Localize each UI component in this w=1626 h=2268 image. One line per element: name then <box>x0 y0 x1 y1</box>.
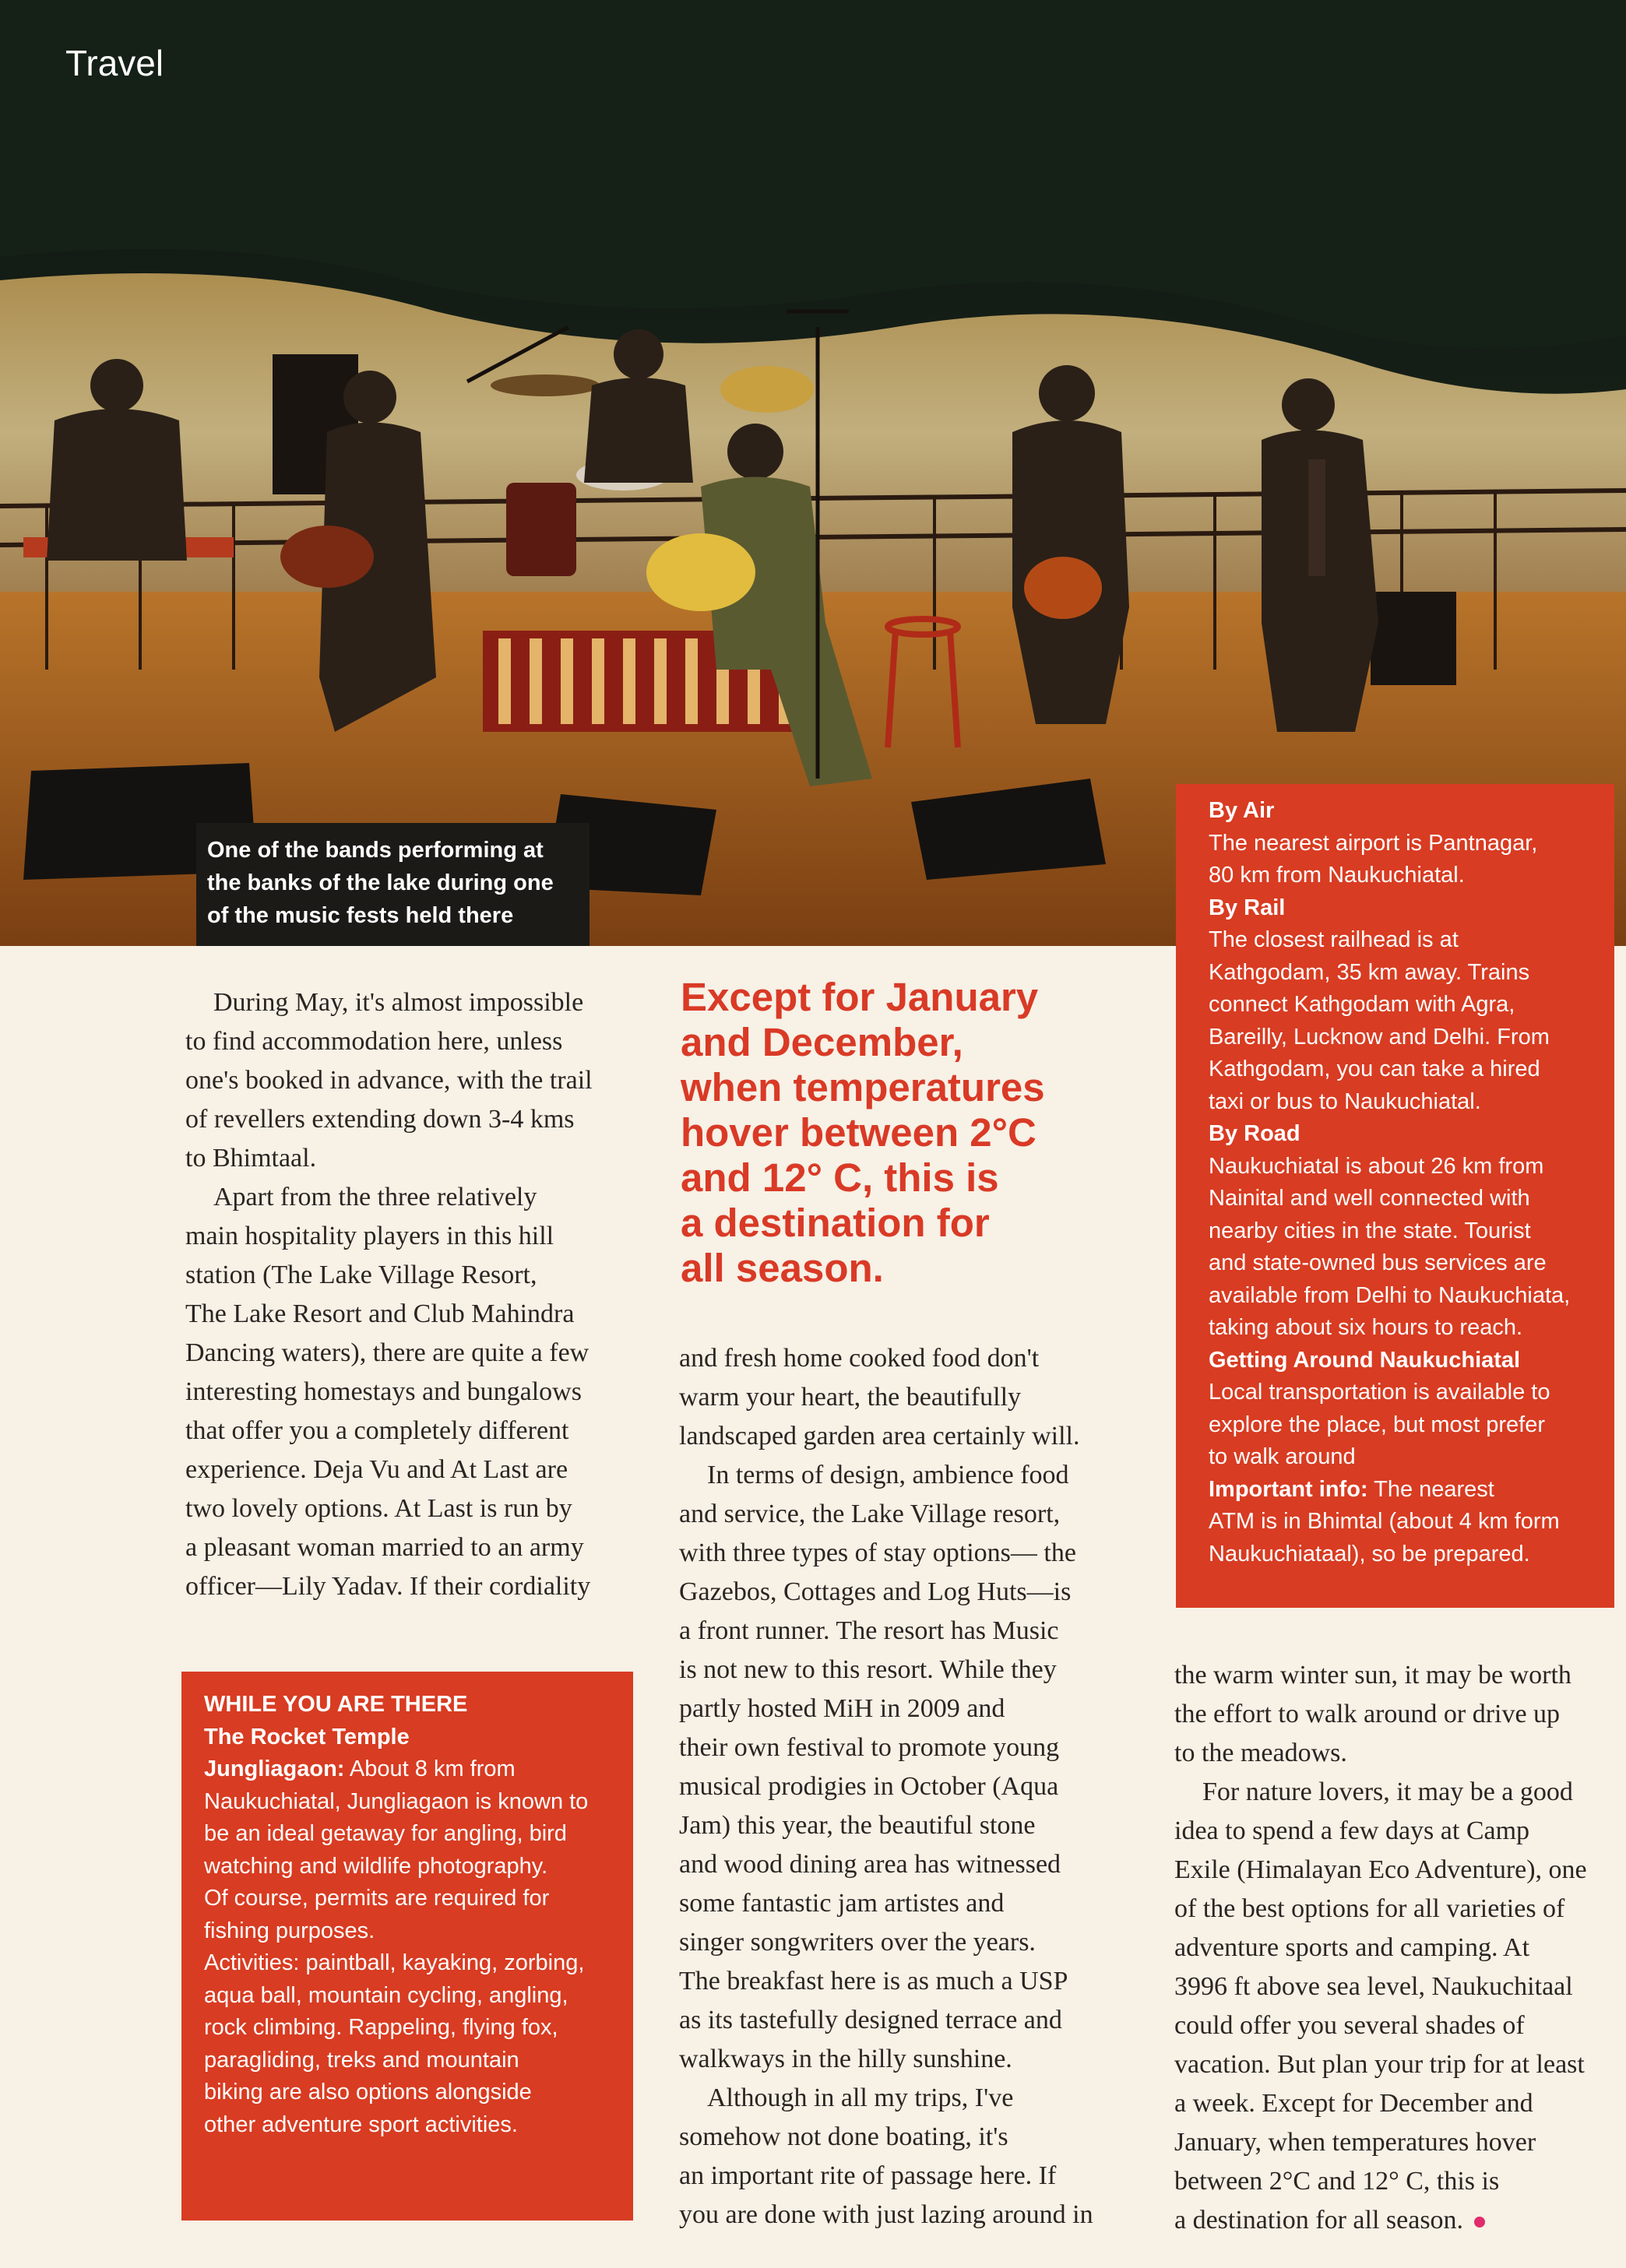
pull-quote-line: a destination for <box>681 1201 990 1245</box>
section-tag: Travel <box>65 43 164 83</box>
line-text: singer songwriters over the years. <box>679 1928 1036 1957</box>
line-text: The closest railhead is at <box>1209 927 1459 952</box>
line-text: available from Delhi to Naukuchiata, <box>1209 1282 1571 1308</box>
line-text: their own festival to promote young <box>679 1733 1060 1762</box>
body-line <box>679 2079 1131 2118</box>
body-line <box>1174 1773 1610 1812</box>
info-line <box>1209 989 1600 1021</box>
body-line <box>185 1334 621 1373</box>
line-text: About 8 km from <box>344 1756 516 1781</box>
info-line <box>204 1818 625 1851</box>
body-line <box>185 1567 621 1606</box>
line-text: and wood dining area has witnessed <box>679 1850 1061 1879</box>
line-text: is not new to this resort. While they <box>679 1655 1057 1684</box>
line-text: biking are also options alongside <box>204 2080 532 2104</box>
body-line <box>1174 1890 1610 1929</box>
info-line <box>1209 1538 1600 1571</box>
line-text: The nearest <box>1367 1476 1494 1502</box>
info-line <box>1209 924 1600 957</box>
caption-line: One of the bands performing at <box>207 838 544 863</box>
bold-lead: Jungliagaon: <box>204 1756 345 1781</box>
body-line <box>1174 2123 1610 2162</box>
line-text: of the best options for all varieties of <box>1174 1894 1565 1923</box>
body-line <box>185 1256 621 1295</box>
pull-quote-line: and 12° C, this is <box>681 1155 999 1200</box>
line-text: The Rocket Temple <box>204 1724 410 1749</box>
line-text: Jam) this year, the beautiful stone <box>679 1811 1036 1840</box>
pull-quote-line: Except for January <box>681 975 1039 1019</box>
body-line <box>1174 2006 1610 2045</box>
info-line <box>204 1980 625 2013</box>
line-text: adventure sports and camping. At <box>1174 1933 1530 1962</box>
line-text: the warm winter sun, it may be worth <box>1174 1661 1571 1690</box>
line-text: between 2°C and 12° C, this is <box>1174 2167 1500 2196</box>
info-line <box>204 1753 625 1786</box>
line-text: By Rail <box>1209 895 1286 920</box>
article-column-2 <box>679 1339 1131 2235</box>
line-text: and state-owned bus services are <box>1209 1250 1547 1275</box>
photo-caption <box>196 823 590 946</box>
body-line <box>1174 2045 1610 2084</box>
line-text: paragliding, treks and mountain <box>204 2047 519 2073</box>
body-line <box>679 2040 1131 2079</box>
body-line <box>185 1412 621 1450</box>
line-text: Although in all my trips, I've <box>707 2083 1014 2112</box>
body-line <box>185 1061 621 1100</box>
while-you-are-there-box <box>181 1672 633 2221</box>
body-line <box>679 1728 1131 1767</box>
line-text: a week. Except for December and <box>1174 2089 1533 2118</box>
body-line <box>679 1690 1131 1728</box>
line-text: Gazebos, Cottages and Log Huts—is <box>679 1577 1072 1606</box>
body-line <box>679 1534 1131 1573</box>
info-line <box>1209 957 1600 990</box>
body-line <box>679 1417 1131 1456</box>
body-line <box>679 1495 1131 1534</box>
info-line <box>1209 828 1600 860</box>
line-text: you are done with just lazing around in <box>679 2200 1093 2229</box>
body-line <box>185 1139 621 1178</box>
info-line <box>204 1883 625 1915</box>
info-line <box>1209 1053 1600 1086</box>
line-text: that offer you a completely different <box>185 1416 569 1445</box>
line-text: January, when temperatures hover <box>1174 2128 1536 2157</box>
end-mark-icon <box>1474 2217 1485 2228</box>
line-text: vacation. But plan your trip for at least <box>1174 2050 1585 2079</box>
info-line <box>204 1721 625 1754</box>
line-text: of revellers extending down 3-4 kms <box>185 1105 575 1134</box>
line-text: In terms of design, ambience food <box>707 1461 1069 1489</box>
body-line <box>679 1884 1131 1923</box>
info-line <box>204 1689 625 1721</box>
line-text: could offer you several shades of <box>1174 2011 1525 2040</box>
pull-quote <box>681 975 1132 1291</box>
line-text: main hospitality players in this hill <box>185 1222 554 1250</box>
line-text: taxi or bus to Naukuchiatal. <box>1209 1088 1481 1114</box>
line-text: fishing purposes. <box>204 1918 375 1943</box>
info-line <box>1209 1377 1600 1409</box>
body-line <box>1174 2201 1610 2240</box>
body-line <box>679 1806 1131 1845</box>
line-text: Apart from the three relatively <box>213 1183 537 1211</box>
info-line <box>204 2109 625 2142</box>
body-line <box>679 1923 1131 1962</box>
info-line <box>1209 1086 1600 1119</box>
line-text: Dancing waters), there are quite a few <box>185 1338 590 1367</box>
line-text: to the meadows. <box>1174 1739 1347 1767</box>
body-line <box>679 1845 1131 1884</box>
line-text: Naukuchiatal, Jungliagaon is known to <box>204 1788 589 1814</box>
info-line <box>1209 1021 1600 1054</box>
line-text: Exile (Himalayan Eco Adventure), one <box>1174 1855 1587 1884</box>
line-text: watching and wildlife photography. <box>204 1853 548 1879</box>
body-line <box>679 1651 1131 1690</box>
line-text: aqua ball, mountain cycling, angling, <box>204 1982 568 2008</box>
info-line <box>1209 1183 1600 1215</box>
line-text: landscaped garden area certainly will. <box>679 1422 1080 1450</box>
body-line <box>679 2118 1131 2157</box>
line-text: WHILE YOU ARE THERE <box>204 1692 468 1717</box>
info-line <box>1209 1409 1600 1442</box>
caption-line: the banks of the lake during one <box>207 870 554 895</box>
line-text: The Lake Resort and Club Mahindra <box>185 1299 575 1328</box>
body-line <box>1174 2084 1610 2123</box>
line-text: and service, the Lake Village resort, <box>679 1500 1061 1528</box>
line-text: rock climbing. Rappeling, flying fox, <box>204 2015 558 2040</box>
info-line <box>1209 795 1600 828</box>
info-line <box>204 1915 625 1948</box>
info-line <box>204 1947 625 1980</box>
line-text: The breakfast here is as much a USP <box>679 1967 1068 1995</box>
body-line <box>679 1339 1131 1378</box>
info-line <box>1209 1345 1600 1377</box>
line-text: 80 km from Naukuchiatal. <box>1209 863 1465 888</box>
line-text: a front runner. The resort has Music <box>679 1616 1059 1645</box>
line-text: musical prodigies in October (Aqua <box>679 1772 1059 1801</box>
line-text: partly hosted MiH in 2009 and <box>679 1694 1005 1723</box>
info-line <box>204 2012 625 2045</box>
line-text: The nearest airport is Pantnagar, <box>1209 830 1538 856</box>
body-line <box>679 2157 1131 2196</box>
line-text: an important rite of passage here. If <box>679 2161 1057 2190</box>
info-line <box>1209 1441 1600 1474</box>
line-text: as its tastefully designed terrace and <box>679 2006 1062 2034</box>
body-line <box>1174 2162 1610 2201</box>
article-column-1 <box>185 983 621 1606</box>
info-line <box>1209 1312 1600 1345</box>
line-text: During May, it's almost impossible <box>213 988 584 1017</box>
body-line <box>1174 1967 1610 2006</box>
line-text: one's booked in advance, with the trail <box>185 1066 593 1095</box>
line-text: nearby cities in the state. Tourist <box>1209 1218 1531 1243</box>
body-line <box>679 1456 1131 1495</box>
info-line <box>1209 1118 1600 1151</box>
info-line <box>204 1851 625 1883</box>
line-text: officer—Lily Yadav. If their cordiality <box>185 1572 591 1601</box>
body-line <box>185 1295 621 1334</box>
info-line <box>1209 860 1600 892</box>
info-line <box>1209 892 1600 925</box>
line-text: Of course, permits are required for <box>204 1886 550 1911</box>
caption-line: of the music fests held there <box>207 903 514 928</box>
line-text: a destination for all season. <box>1174 2206 1464 2235</box>
line-text: other adventure sport activities. <box>204 2112 518 2137</box>
body-line <box>679 2196 1131 2235</box>
body-line <box>185 1022 621 1061</box>
line-text: ATM is in Bhimtal (about 4 km form <box>1209 1509 1560 1534</box>
pull-quote-line: all season. <box>681 1246 884 1290</box>
body-line <box>679 1767 1131 1806</box>
line-text: somehow not done boating, it's <box>679 2122 1008 2151</box>
body-line <box>679 1573 1131 1612</box>
info-line <box>1209 1474 1600 1507</box>
body-line <box>185 1528 621 1567</box>
bold-lead: Important info: <box>1209 1476 1368 1502</box>
line-text: Local transportation is available to <box>1209 1380 1550 1405</box>
line-text: Nainital and well connected with <box>1209 1186 1530 1211</box>
info-line <box>204 2045 625 2077</box>
body-line <box>679 1962 1131 2001</box>
line-text: warm your heart, the beautifully <box>679 1383 1022 1412</box>
article-column-3 <box>1174 1656 1610 2240</box>
body-line <box>185 1217 621 1256</box>
line-text: experience. Deja Vu and At Last are <box>185 1455 568 1484</box>
body-line <box>185 1450 621 1489</box>
body-line <box>185 1373 621 1412</box>
body-line <box>185 1178 621 1217</box>
line-text: Activities: paintball, kayaking, zorbing, <box>204 1950 585 1975</box>
line-text: By Air <box>1209 798 1275 823</box>
line-text: to find accommodation here, unless <box>185 1027 563 1056</box>
line-text: the effort to walk around or drive up <box>1174 1700 1561 1728</box>
info-line <box>204 2076 625 2109</box>
info-line <box>1209 1247 1600 1280</box>
line-text: Kathgodam, you can take a hired <box>1209 1057 1540 1081</box>
line-text: Kathgodam, 35 km away. Trains <box>1209 959 1530 985</box>
line-text: By Road <box>1209 1121 1300 1146</box>
line-text: For nature lovers, it may be a good <box>1202 1777 1573 1806</box>
line-text: Bareilly, Lucknow and Delhi. From <box>1209 1024 1550 1050</box>
getting-there-box <box>1176 784 1614 1608</box>
info-line <box>1209 1280 1600 1313</box>
info-line <box>1209 1506 1600 1538</box>
line-text: be an ideal getaway for angling, bird <box>204 1821 567 1846</box>
line-text: Naukuchiataal), so be prepared. <box>1209 1541 1530 1567</box>
line-text: idea to spend a few days at Camp <box>1174 1816 1530 1845</box>
info-line <box>1209 1215 1600 1248</box>
line-text: taking about six hours to reach. <box>1209 1315 1523 1340</box>
body-line <box>1174 1734 1610 1773</box>
body-line <box>1174 1851 1610 1890</box>
body-line <box>185 983 621 1022</box>
body-line <box>1174 1695 1610 1734</box>
pull-quote-line: when temperatures <box>681 1065 1045 1109</box>
line-text: Getting Around Naukuchiatal <box>1209 1347 1521 1373</box>
line-text: two lovely options. At Last is run by <box>185 1494 572 1523</box>
line-text: connect Kathgodam with Agra, <box>1209 992 1515 1017</box>
line-text: a pleasant woman married to an army <box>185 1533 584 1562</box>
line-text: to walk around <box>1209 1444 1356 1469</box>
line-text: walkways in the hilly sunshine. <box>679 2045 1012 2073</box>
body-line <box>1174 1929 1610 1967</box>
pull-quote-line: and December, <box>681 1020 963 1064</box>
line-text: some fantastic jam artistes and <box>679 1889 1005 1918</box>
body-line <box>679 2001 1131 2040</box>
line-text: interesting homestays and bungalows <box>185 1377 582 1406</box>
pull-quote-line: hover between 2°C <box>681 1110 1036 1155</box>
line-text: explore the place, but most prefer <box>1209 1412 1546 1437</box>
line-text: to Bhimtaal. <box>185 1144 317 1173</box>
line-text: with three types of stay options— the <box>679 1538 1076 1567</box>
body-line <box>1174 1656 1610 1695</box>
body-line <box>185 1100 621 1139</box>
info-line <box>1209 1151 1600 1183</box>
body-line <box>185 1489 621 1528</box>
info-line <box>204 1786 625 1819</box>
body-line <box>679 1378 1131 1417</box>
line-text: Naukuchiatal is about 26 km from <box>1209 1153 1544 1179</box>
line-text: 3996 ft above sea level, Naukuchitaal <box>1174 1972 1573 2001</box>
line-text: and fresh home cooked food don't <box>679 1344 1040 1373</box>
body-line <box>679 1612 1131 1651</box>
body-line <box>1174 1812 1610 1851</box>
line-text: station (The Lake Village Resort, <box>185 1261 537 1289</box>
